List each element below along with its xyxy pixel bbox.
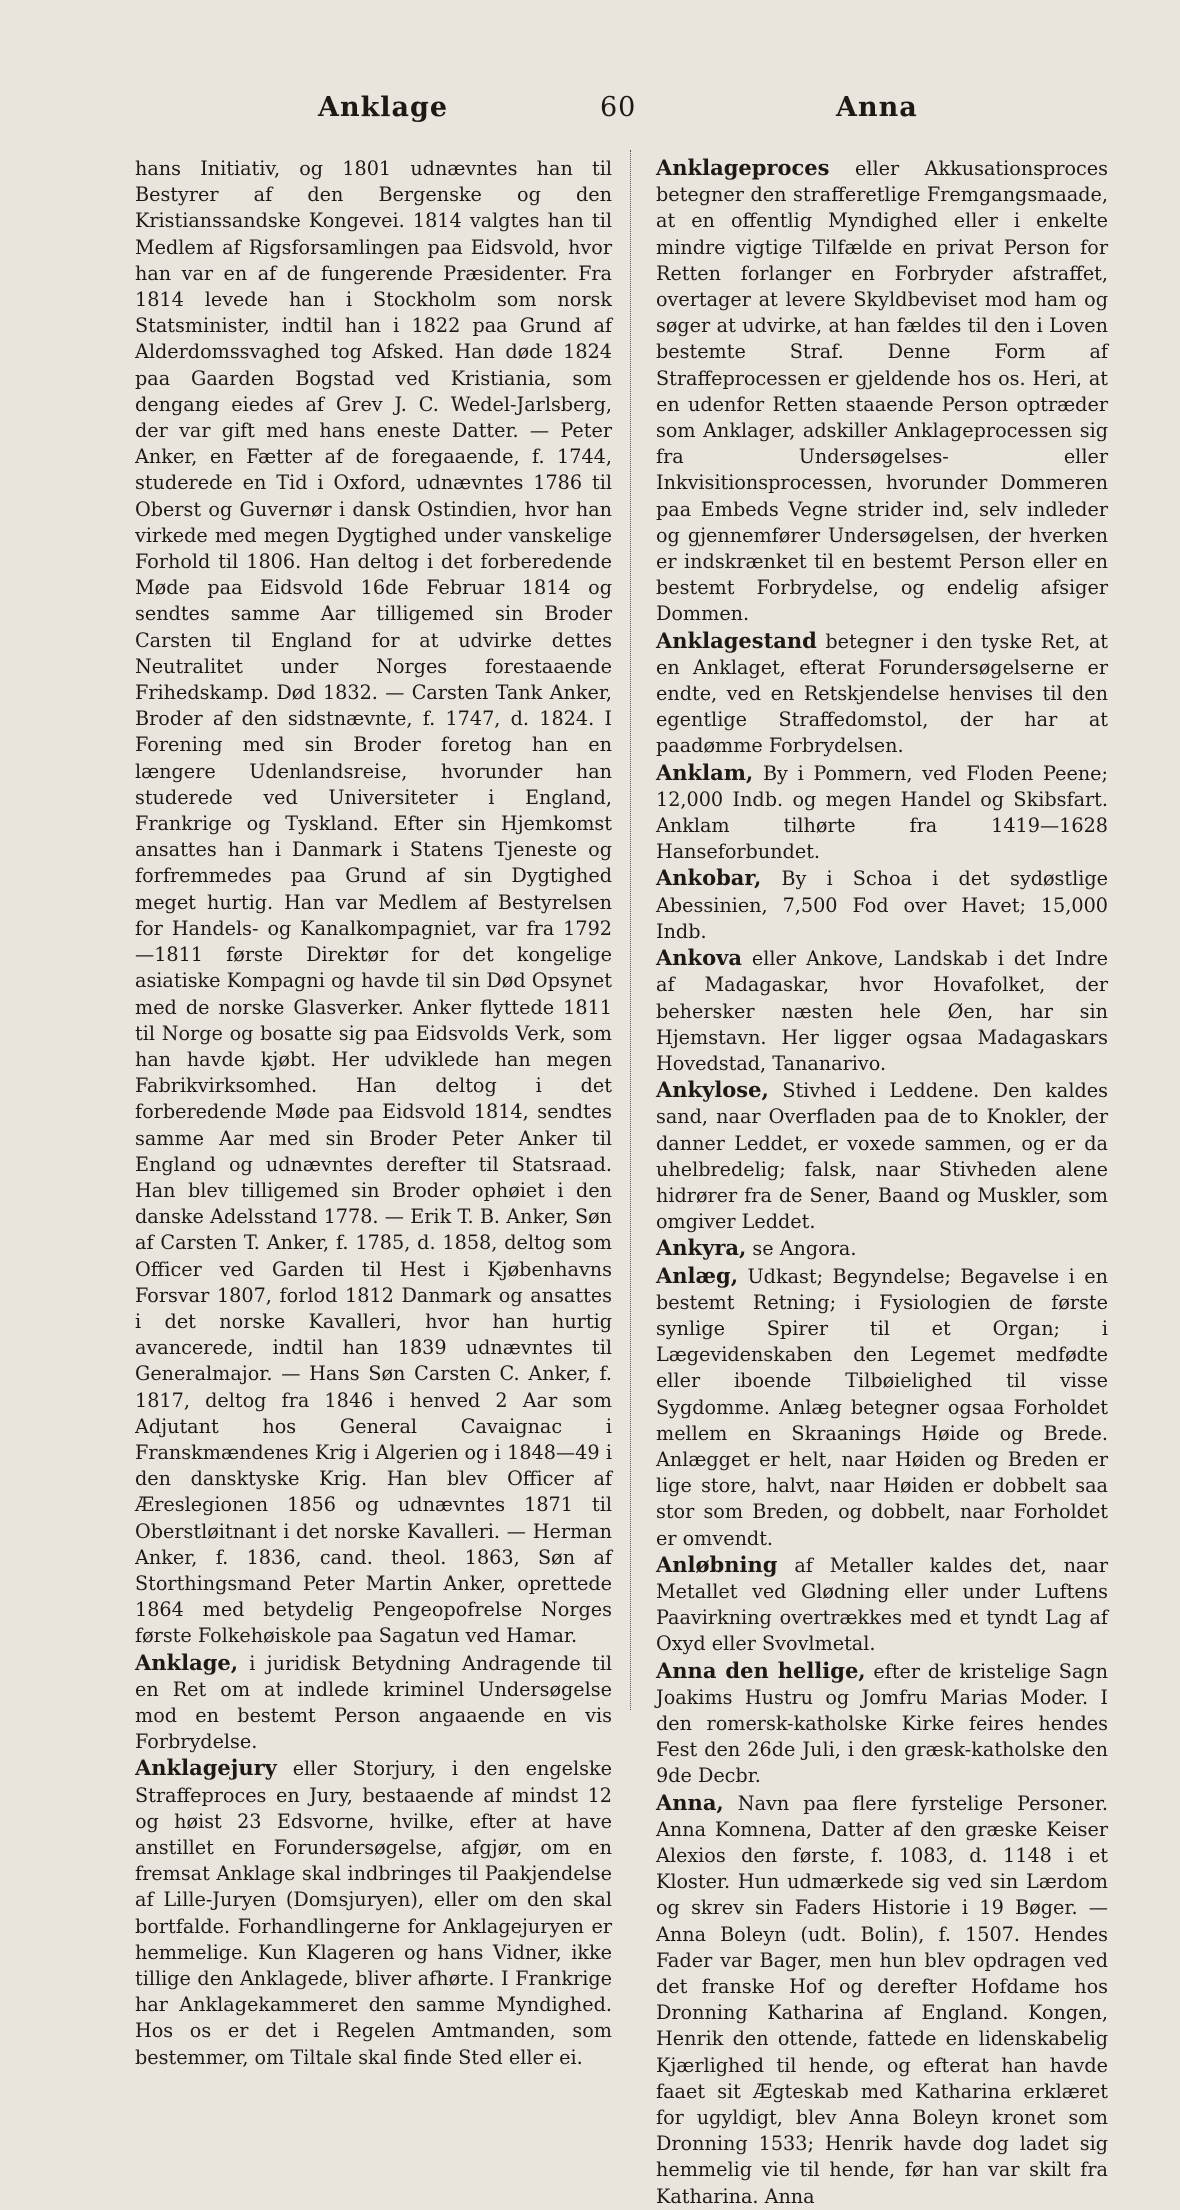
page-number: 60 <box>600 92 637 123</box>
entry-text: By i Schoa i det sydøstlige Abessinien, 7,500 Fod over Havet; 15,000 Indb. <box>656 867 1108 943</box>
entry <box>656 155 1108 628</box>
entry-headword: Anklam, <box>656 759 754 785</box>
entry <box>135 1755 612 2070</box>
entry-headword: Anlæg, <box>656 1262 739 1288</box>
left-column <box>135 155 612 2071</box>
entry-headword: Anklagestand <box>656 627 817 653</box>
entry-text: hans Initiativ, og 1801 udnævntes han til Bestyrer af den Bergenske og den Kristianssandske Kongevei. 1814 valgtes han til Medlem af Rigsforsamlingen paa Eidsvold, hvor han var en af de fungerende Præsidenter. Fra 1814 levede han i Stockholm som norsk Statsminister, indtil han i 1822 paa Grund af Alderdomssvaghed tog Afsked. Han døde 1824 paa Gaarden Bogstad ved Kristiania, som dengang eiedes af Grev J. C. Wedel-Jarlsberg, der var gift med hans eneste Datter. — Peter Anker, en Fætter af de foregaaende, f. 1744, studerede en Tid i Oxford, udnævntes 1786 til Oberst og Guvernør i dansk Ostindien, hvor han virkede med megen Dygtighed under vanskelige Forhold til 1806. Han deltog i det forberedende Møde paa Eidsvold 16de Februar 1814 og sendtes samme Aar tilligemed sin Broder Carsten til England for at udvirke dettes Neutralitet under Norges forestaaende Frihedskamp. Død 1832. — Carsten Tank Anker, Broder af den sidstnævnte, f. 1747, d. 1824. I Forening med sin Broder foretog han en længere Udenlandsreise, hvorunder han studerede ved Universiteter i England, Frankrige og Tyskland. Efter sin Hjemkomst ansattes han i Danmark i Statens Tjeneste og forfremmedes paa Grund af sin Dygtighed meget hurtig. Han var Medlem af Bestyrelsen for Handels- og Kanalkompagniet, var fra 1792—1811 første Direktør for det kongelige asiatiske Kompagni og havde til sin Død Opsynet med de norske Glasverker. Anker flyttede 1811 til Norge og bosatte sig paa Eidsvolds Verk, som han havde kjøbt. Her udviklede han megen Fabrikvirksomhed. Han deltog i det forberedende Møde paa Eidsvold 1814, sendtes samme Aar med sin Broder Peter Anker til England og udnævntes derefter til Statsraad. Han blev tilligemed sin Broder ophøiet i den danske Adelsstand 1778. — Erik T. B. Anker, Søn af Carsten T. Anker, f. 1785, d. 1858, deltog som Officer ved Garden til Hest i Kjøbenhavns Forsvar 1807, forlod 1812 Danmark og ansattes i det norske Kavalleri, hvor han hurtig avancerede, indtil han 1839 udnævntes til Generalmajor. — Hans Søn Carsten C. Anker, f. 1817, deltog fra 1846 i henved 2 Aar som Adjutant hos General Cavaignac i Franskmændenes Krig i Algerien og i 1848—49 i den dansktyske Krig. Han blev Officer af Æreslegionen 1856 og udnævntes 1871 til Oberstløitnant i det norske Kavalleri. — Herman Anker, f. 1836, cand. theol. 1863, Søn af Storthingsmand Peter Martin Anker, oprettede 1864 med betydelig Pengeopofrelse Norges første Folkehøiskole paa Sagatun ved Hamar. <box>135 157 612 1648</box>
entry-text: eller Storjury, i den engelske Straffeproces en Jury, bestaaende af mindst 12 og høist 23 Edsvorne, hvilke, efter at have anstillet en Forundersøgelse, afgjør, om en fremsat Anklage skal indbringes til Paakjendelse af Lille-Juryen (Domsjuryen), eller om den skal bortfalde. Forhandlingerne for Anklagejuryen er hemmelige. Kun Klageren og hans Vidner, ikke tillige den Anklagede, bliver afhørte. I Frankrige har Anklagekammeret den samme Myndighed. Hos os er det i Regelen Amtmanden, som bestemmer, om Tiltale skal finde Sted eller ei. <box>135 1757 612 2069</box>
entry-headword: Anklage, <box>135 1649 239 1675</box>
entry-text: af Metaller kaldes det, naar Metallet ved Glødning eller under Luftens Paavirkning overtrækkes med et tyndt Lag af Oxyd eller Svovlmetal. <box>656 1553 1108 1656</box>
right-column <box>656 155 1108 2210</box>
entry <box>135 1650 612 1756</box>
entry <box>656 1790 1108 2210</box>
entry-headword: Anklagejury <box>135 1755 277 1781</box>
entry <box>656 1552 1108 1658</box>
entry-text: betegner i den tyske Ret, at en Anklaget, efterat Forundersøgelserne er endte, ved en Retskjendelse henvises til den egentlige Straffedomstol, der har at paadømme Forbrydelsen. <box>656 629 1108 758</box>
entry <box>656 1263 1108 1552</box>
entry <box>656 1077 1108 1235</box>
running-head-right: Anna <box>836 92 918 123</box>
entry-text: By i Pommern, ved Floden Peene; 12,000 Indb. og megen Handel og Skibsfart. Anklam tilhørte fra 1419—1628 Hanseforbundet. <box>656 761 1108 864</box>
entry-text: se Angora. <box>746 1237 857 1261</box>
entry-headword: Ankobar, <box>656 865 762 891</box>
entry-headword: Anklageproces <box>656 155 830 180</box>
entry-text: i juridisk Betydning Andragende til en Ret om at indlede kriminel Undersøgelse mod en bestemt Person angaaende en vis Forbrydelse. <box>135 1651 612 1754</box>
entry <box>656 945 1108 1077</box>
entry <box>135 155 612 1650</box>
entry-text: eller Ankove, Landskab i det Indre af Madagaskar, hvor Hovafolket, der behersker næsten hele Øen, har sin Hjemstavn. Her ligger ogsaa Madagaskars Hovedstad, Tananarivo. <box>656 947 1108 1075</box>
entry-text: Udkast; Begyndelse; Begavelse i en bestemt Retning; i Fysiologien de første synlige Spirer til et Organ; i Lægevidenskaben den Legemet medfødte eller iboende Tilbøielighed til visse Sygdomme. Anlæg betegner ogsaa Forholdet mellem en Skraanings Høide og Brede. Anlægget er helt, naar Høiden og Breden er lige store, halvt, naar Høiden er dobbelt saa stor som Breden, og dobbelt, naar Forholdet er omvendt. <box>656 1264 1108 1550</box>
entry-text: Navn paa flere fyrstelige Personer. Anna Komnena, Datter af den græske Keiser Alexios den første, f. 1083, d. 1148 i et Kloster. Hun udmærkede sig ved sin Lærdom og skrev sin Faders Historie i 19 Bøger. — Anna Boleyn (udt. Bolin), f. 1507. Hendes Fader var Bager, men hun blev opdragen ved det franske Hof og derefter Hofdame hos Dronning Katharina af England. Kongen, Henrik den ottende, fattede en lidenskabelig Kjærlighed til hende, og efterat han havde faaet sit Ægteskab med Katharina erklæret for ugyldigt, blev Anna Boleyn kronet som Dronning 1533; Henrik havde dog ladet sig hemmelig vie til hende, før han var skilt fra Katharina. Anna <box>656 1791 1108 2208</box>
entry-headword: Anna den hellige, <box>656 1657 866 1683</box>
column-divider <box>630 150 632 1710</box>
entry-headword: Ankylose, <box>656 1077 769 1103</box>
entry-headword: Ankyra, <box>656 1235 747 1261</box>
entry-headword: Anløbning <box>656 1551 778 1577</box>
entry-headword: Anna, <box>656 1789 724 1815</box>
entry <box>656 628 1108 760</box>
entry-text: Stivhed i Leddene. Den kaldes sand, naar Overfladen paa de to Knokler, der danner Leddet, er voxede sammen, og er da uhelbredelig; falsk, naar Stivheden alene hidrører fra de Sener, Baand og Muskler, som omgiver Leddet. <box>656 1079 1108 1234</box>
running-head-left: Anklage <box>318 92 449 123</box>
entry <box>656 1658 1108 1790</box>
entry <box>656 760 1108 866</box>
entry <box>656 1235 1108 1262</box>
entry <box>656 865 1108 945</box>
entry-text: eller Akkusationsproces betegner den strafferetlige Fremgangsmaade, at en offentlig Myndighed eller i enkelte mindre vigtige Tilfælde en privat Person for Retten forlanger en Forbryder afstraffet, overtager at levere Skyldbeviset mod ham og søger at udvirke, at han fældes til den i Loven bestemte Straf. Denne Form af Straffeprocessen er gjeldende hos os. Heri, at en udenfor Retten staaende Person optræder som Anklager, adskiller Anklageprocessen sig fra Undersøgelses- eller Inkvisitionsprocessen, hvorunder Dommeren paa Embeds Vegne strider ind, selv indleder og gjennemfører Undersøgelsen, der hverken er indskrænket til en bestemt Person eller en bestemt Forbrydelse, og endelig afsiger Dommen. <box>656 157 1108 626</box>
entry-text: efter de kristelige Sagn Joakims Hustru og Jomfru Marias Moder. I den romersk-katholske Kirke feires hendes Fest den 26de Juli, i den græsk-katholske den 9de Decbr. <box>656 1659 1108 1788</box>
entry-headword: Ankova <box>656 945 742 971</box>
